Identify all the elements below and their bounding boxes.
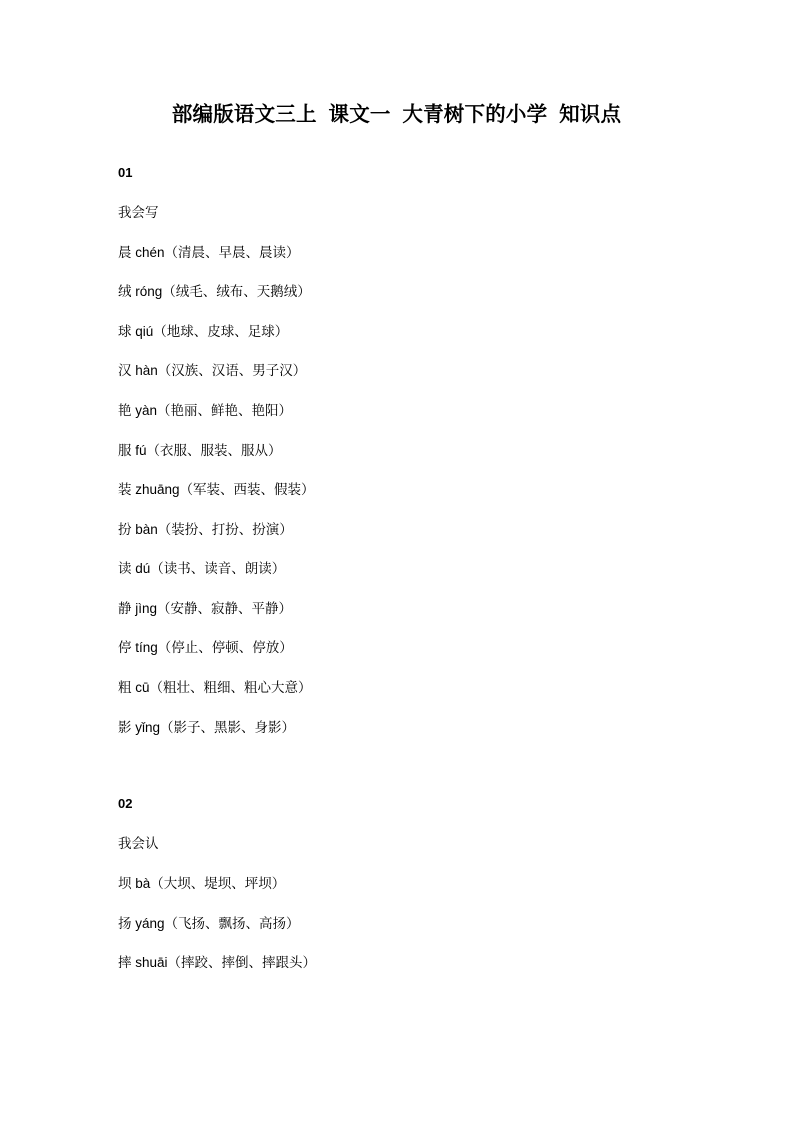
vocab-entry: 晨 chén（清晨、早晨、晨读） — [118, 244, 300, 260]
section-heading: 我会写 — [118, 204, 159, 220]
vocab-entry: 球 qiú（地球、皮球、足球） — [118, 323, 289, 339]
vocab-entry: 装 zhuāng（军装、西装、假装） — [118, 482, 315, 498]
vocab-entry: 读 dú（读书、读音、朗读） — [118, 561, 286, 577]
vocab-entry: 扮 bàn（装扮、打扮、扮演） — [118, 521, 293, 537]
vocab-entry: 扬 yáng（飞扬、飘扬、高扬） — [118, 915, 300, 931]
vocab-entry: 坝 bà（大坝、堤坝、坪坝） — [118, 876, 286, 892]
vocab-entry: 汉 hàn（汉族、汉语、男子汉） — [118, 363, 307, 379]
section-number: 01 — [118, 164, 133, 180]
vocab-entry: 艳 yàn（艳丽、鲜艳、艳阳） — [118, 403, 293, 419]
vocab-entry: 停 tíng（停止、停顿、停放） — [118, 640, 293, 656]
page-title: 部编版语文三上 课文一 大青树下的小学 知识点 — [171, 103, 622, 126]
vocab-entry: 影 yǐng（影子、黑影、身影） — [118, 719, 296, 735]
vocab-entry: 摔 shuāi（摔跤、摔倒、摔跟头） — [118, 955, 317, 971]
section-spacer — [118, 785, 675, 795]
vocab-entry: 静 jìng（安静、寂静、平静） — [118, 600, 293, 616]
section-02 — [118, 785, 675, 973]
section-heading: 我会认 — [118, 836, 159, 852]
section-number: 02 — [118, 796, 133, 812]
vocab-entry: 粗 cū（粗壮、粗细、粗心大意） — [118, 679, 312, 695]
vocab-entry: 服 fú（衣服、服装、服从） — [118, 442, 282, 458]
vocab-entry: 绒 róng（绒毛、绒布、天鹅绒） — [118, 284, 311, 300]
section-01 — [118, 164, 675, 737]
